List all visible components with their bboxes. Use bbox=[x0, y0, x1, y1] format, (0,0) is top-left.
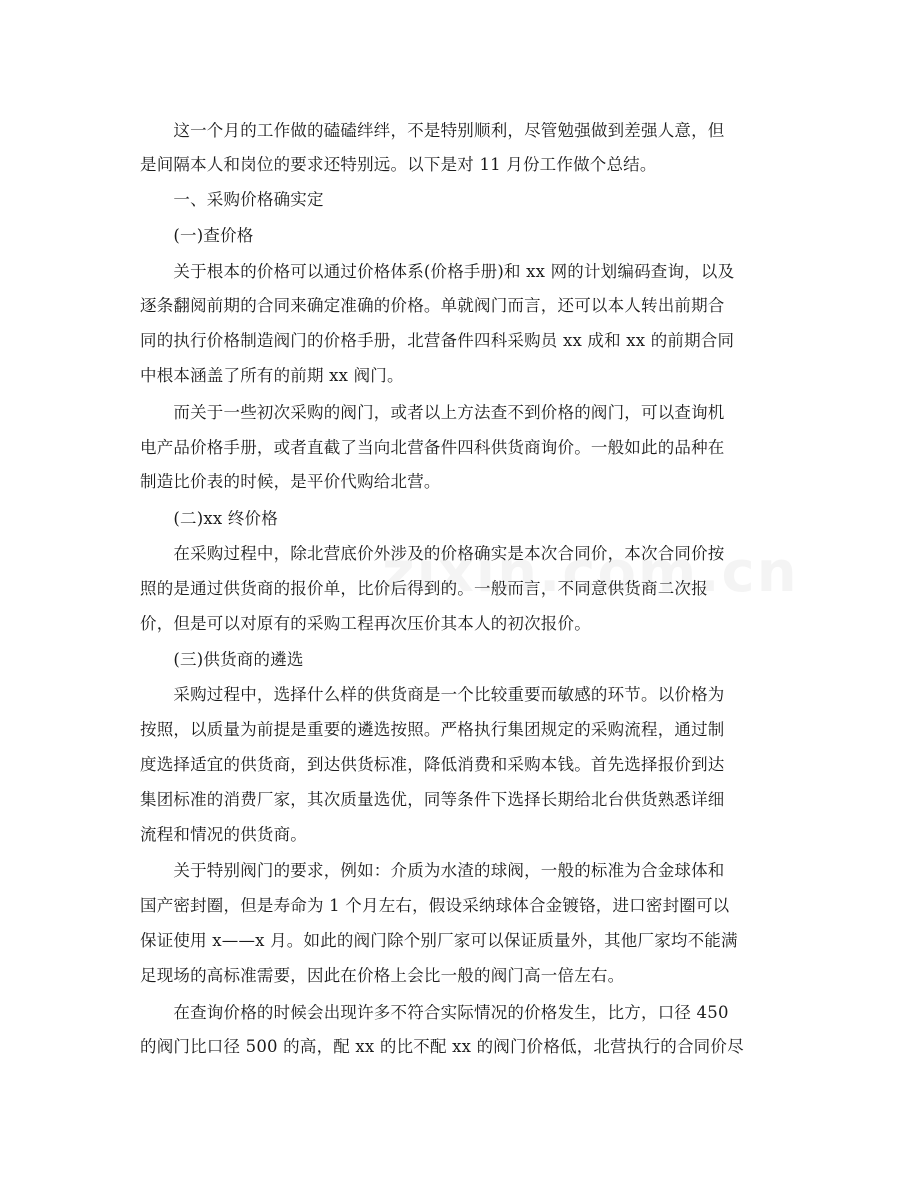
subsection-heading: (三)供货商的遴选 bbox=[140, 650, 304, 669]
paragraph-line: 而关于一些初次采购的阀门，或者以上方法查不到价格的阀门，可以查询机 bbox=[140, 403, 725, 422]
paragraph-line: 集团标准的消费厂家，其次质量选优，同等条件下选择长期给北台供货熟悉详细 bbox=[140, 790, 725, 809]
paragraph-line: 保证使用 x——x 月。如此的阀门除个别厂家可以保证质量外，其他厂家均不能满 bbox=[140, 931, 738, 950]
paragraph-line: 逐条翻阅前期的合同来确定准确的价格。单就阀门而言，还可以本人转出前期合 bbox=[140, 296, 725, 315]
paragraph-line: 电产品价格手册，或者直截了当向北营备件四科供货商询价。一般如此的品种在 bbox=[140, 438, 725, 457]
paragraph-line: 流程和情况的供货商。 bbox=[140, 825, 307, 844]
paragraph-line: 关于根本的价格可以通过价格体系(价格手册)和 xx 网的计划编码查询，以及 bbox=[140, 262, 735, 281]
paragraph-line: 是间隔本人和岗位的要求还特别远。以下是对 11 月份工作做个总结。 bbox=[140, 155, 657, 174]
paragraph-line: 中根本涵盖了所有的前期 xx 阀门。 bbox=[140, 366, 404, 385]
paragraph-line: 同的执行价格制造阀门的价格手册，北营备件四科采购员 xx 成和 xx 的前期合同 bbox=[140, 331, 735, 350]
paragraph-line: 采购过程中，选择什么样的供货商是一个比较重要而敏感的环节。以价格为 bbox=[140, 685, 725, 704]
paragraph-line: 照的是通过供货商的报价单，比价后得到的。一般而言，不同意供货商二次报 bbox=[140, 579, 708, 598]
paragraph-line: 国产密封圈，但是寿命为 1 个月左右，假设采纳球体合金镀铬，进口密封圈可以 bbox=[140, 896, 730, 915]
paragraph-line: 度选择适宜的供货商，到达供货标准，降低消费和采购本钱。首先选择报价到达 bbox=[140, 755, 725, 774]
subsection-heading: (一)查价格 bbox=[140, 226, 254, 245]
paragraph-line: 在查询价格的时候会出现许多不符合实际情况的价格发生，比方，口径 450 bbox=[140, 1003, 729, 1022]
paragraph-line: 制造比价表的时候，是平价代购给北营。 bbox=[140, 472, 441, 491]
paragraph-line: 按照，以质量为前提是重要的遴选按照。严格执行集团规定的采购流程，通过制 bbox=[140, 720, 725, 739]
subsection-heading: (二)xx 终价格 bbox=[140, 509, 278, 528]
paragraph-line: 价，但是可以对原有的采购工程再次压价其本人的初次报价。 bbox=[140, 614, 591, 633]
paragraph-line: 这一个月的工作做的磕磕绊绊，不是特别顺利，尽管勉强做到差强人意，但 bbox=[140, 121, 725, 140]
paragraph-line: 关于特别阀门的要求，例如：介质为水渣的球阀，一般的标准为合金球体和 bbox=[140, 861, 725, 880]
paragraph-line: 在采购过程中，除北营底价外涉及的价格确实是本次合同价，本次合同价按 bbox=[140, 544, 725, 563]
paragraph-line: 足现场的高标准需要，因此在价格上会比一般的阀门高一倍左右。 bbox=[140, 966, 625, 985]
section-heading: 一、采购价格确实定 bbox=[140, 190, 324, 209]
paragraph-line: 的阀门比口径 500 的高，配 xx 的比不配 xx 的阀门价格低，北营执行的合同价尽 bbox=[140, 1037, 744, 1056]
